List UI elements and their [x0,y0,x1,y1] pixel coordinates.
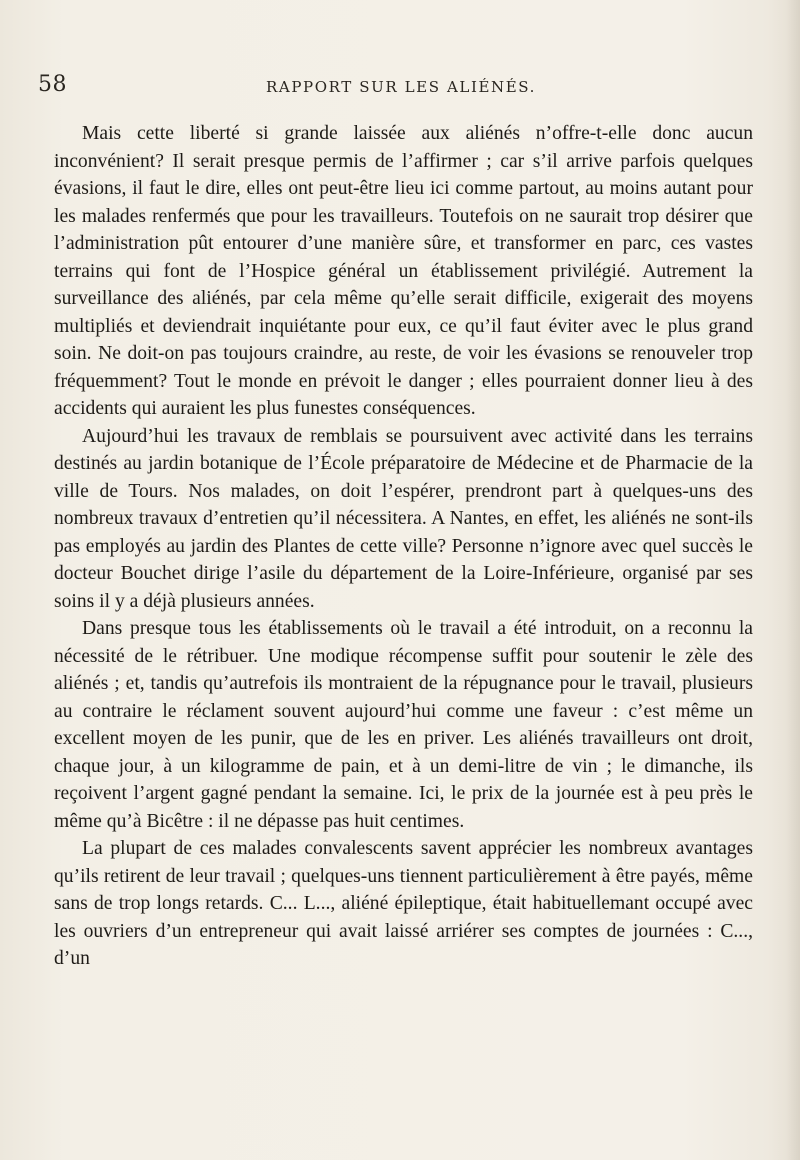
paragraph-retribution: Dans presque tous les établissements où le travail a été introduit, on a reconnu la nécessité de le rétribuer. Une modique récompense suffit pour soutenir le zèle des aliénés ; et, tandis qu’autrefois ils montraient de la répugnance pour le travail, plusieurs au contraire le réclament souvent aujourd’hui comme une faveur : c’est même un excellent moyen de les punir, que de les en priver. Les aliénés travailleurs ont droit, chaque jour, à un kilogramme de pain, et à un demi-litre de vin ; le dimanche, ils reçoivent l’argent gagné pendant la semaine. Ici, le prix de la journée est à peu près le même qu’à Bicêtre : il ne dépasse pas huit centimes. [54,618,753,832]
running-title: RAPPORT SUR LES ALIÉNÉS. [266,78,536,96]
paragraph-remblais: Aujourd’hui les travaux de remblais se poursuivent avec activité dans les terrains destinés au jardin botanique de l’École préparatoire de Médecine et de Pharmacie de la ville de Tours. Nos malades, on doit l’espérer, prendront part à quelques-uns des nombreux travaux d’entretien qu’il nécessitera. A Nantes, en effet, les aliénés ne sont-ils pas employés au jardin des Plantes de cette ville? Personne n’ignore avec quel succès le docteur Bouchet dirige l’asile du département de la Loire-Inférieure, organisé par ses soins il y a déjà plusieurs années. [54,425,753,612]
paragraph-liberte: Mais cette liberté si grande laissée aux aliénés n’offre-t-elle donc aucun inconvénient? Il serait presque permis de l’affirmer ; car s’il arrive parfois quelques évasions, il faut le dire, elles ont peut-être lieu ici comme partout, au moins autant pour les malades renfermés que pour les travailleurs. Toutefois on ne saurait trop désirer que l’administration pût entourer d’une manière sûre, et transformer en parc, ces vastes terrains qui font de l’Hospice général un établissement privilégié. Autrement la surveillance des aliénés, par cela même qu’elle serait difficile, exigerait des moyens multipliés et deviendrait inquiétante pour eux, ce qu’il faut éviter avec le plus grand soin. Ne doit-on pas toujours craindre, au reste, de voir les évasions se renouveler trop fréquemment? Tout le monde en prévoit le danger ; elles pourraient donner lieu à des accidents qui auraient les plus funestes conséquences. [54,123,753,419]
page-number: 58 [38,72,67,97]
body-text [54,120,753,973]
page-edge-shadow [786,0,800,1160]
page-header [38,72,758,108]
paragraph-convalescents: La plupart de ces malades convalescents savent apprécier les nombreux avantages qu’ils retirent de leur travail ; quelques-uns tiennent particulièrement à être payés, même sans de trop longs retards. C... L..., aliéné épileptique, était habituellemant occupé avec les ouvriers d’un entrepreneur qui avait laissé arriérer ses comptes de journées : C..., d’un [54,838,753,969]
